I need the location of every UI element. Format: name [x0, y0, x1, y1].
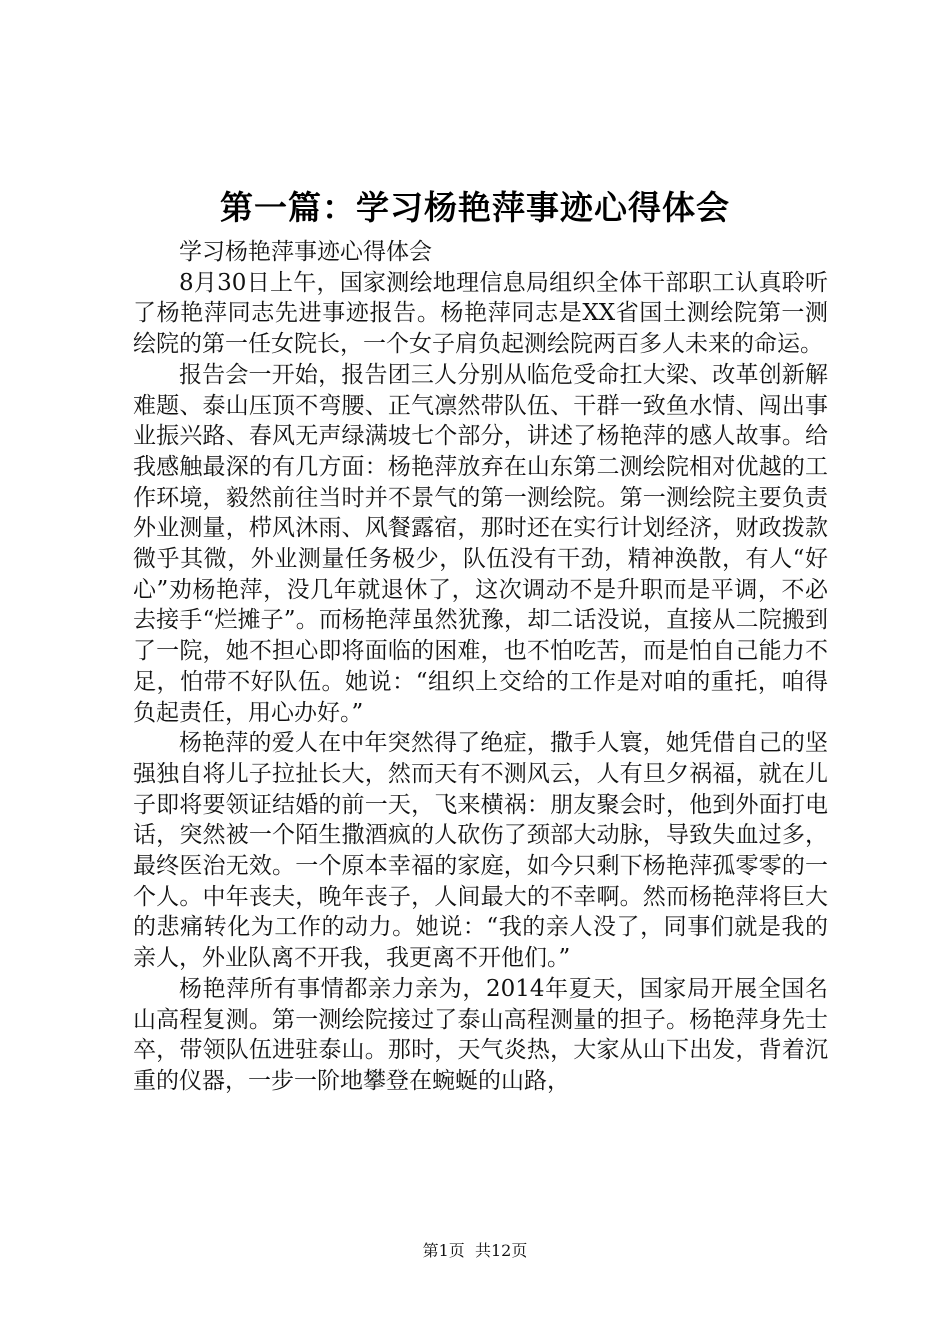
paragraph: 杨艳萍所有事情都亲力亲为，2014年夏天，国家局开展全国名山高程复测。第一测绘院接过了泰山高程测量的担子。杨艳萍身先士卒，带领队伍进驻泰山。那时，天气炎热，大家从山下出发，背着沉重的仪器，一步一阶地攀登在蜿蜒的山路，: [133, 975, 828, 1094]
paragraph: 杨艳萍的爱人在中年突然得了绝症，撒手人寰，她凭借自己的坚强独自将儿子拉扯长大，然而天有不测风云，人有旦夕祸福，就在儿子即将要领证结婚的前一天，飞来横祸：朋友聚会时，他到外面打电话，突然被一个陌生撒酒疯的人砍伤了颈部大动脉，导致失血过多，最终医治无效。一个原本幸福的家庭，如今只剩下杨艳萍孤零零的一个人。中年丧夫，晚年丧子，人间最大的不幸啊。然而杨艳萍将巨大的悲痛转化为工作的动力。她说：“我的亲人没了，同事们就是我的亲人，外业队离不开我，我更离不开他们。”: [133, 730, 828, 972]
page-footer: [0, 1240, 950, 1262]
paragraph: 报告会一开始，报告团三人分别从临危受命扛大梁、改革创新解难题、泰山压顶不弯腰、正气凛然带队伍、干群一致鱼水情、闯出事业振兴路、春风无声绿满坡七个部分，讲述了杨艳萍的感人故事。给我感触最深的有几方面：杨艳萍放弃在山东第二测绘院相对优越的工作环境，毅然前往当时并不景气的第一测绘院。第一测绘院主要负责外业测量，栉风沐雨、风餐露宿，那时还在实行计划经济，财政拨款微乎其微，外业测量任务极少，队伍没有干劲，精神涣散，有人“好心”劝杨艳萍，没几年就退休了，这次调动不是升职而是平调，不必去接手“烂摊子”。而杨艳萍虽然犹豫，却二话没说，直接从二院搬到了一院，她不担心即将面临的困难，也不怕吃苦，而是怕自己能力不足，怕带不好队伍。她说：“组织上交给的工作是对咱的重托，咱得负起责任，用心办好。”: [133, 361, 828, 726]
paragraph-subtitle: 学习杨艳萍事迹心得体会: [179, 239, 432, 265]
document-body: [133, 237, 828, 1097]
paragraph: 8月30日上午，国家测绘地理信息局组织全体干部职工认真聆听了杨艳萍同志先进事迹报告。杨艳萍同志是XX省国土测绘院第一测绘院的第一任女院长，一个女子肩负起测绘院两百多人未来的命运。: [133, 269, 828, 358]
document-title: 第一篇：学习杨艳萍事迹心得体会: [220, 188, 730, 227]
page-number: 第1页: [422, 1241, 465, 1260]
page-total: 共12页: [474, 1241, 528, 1260]
